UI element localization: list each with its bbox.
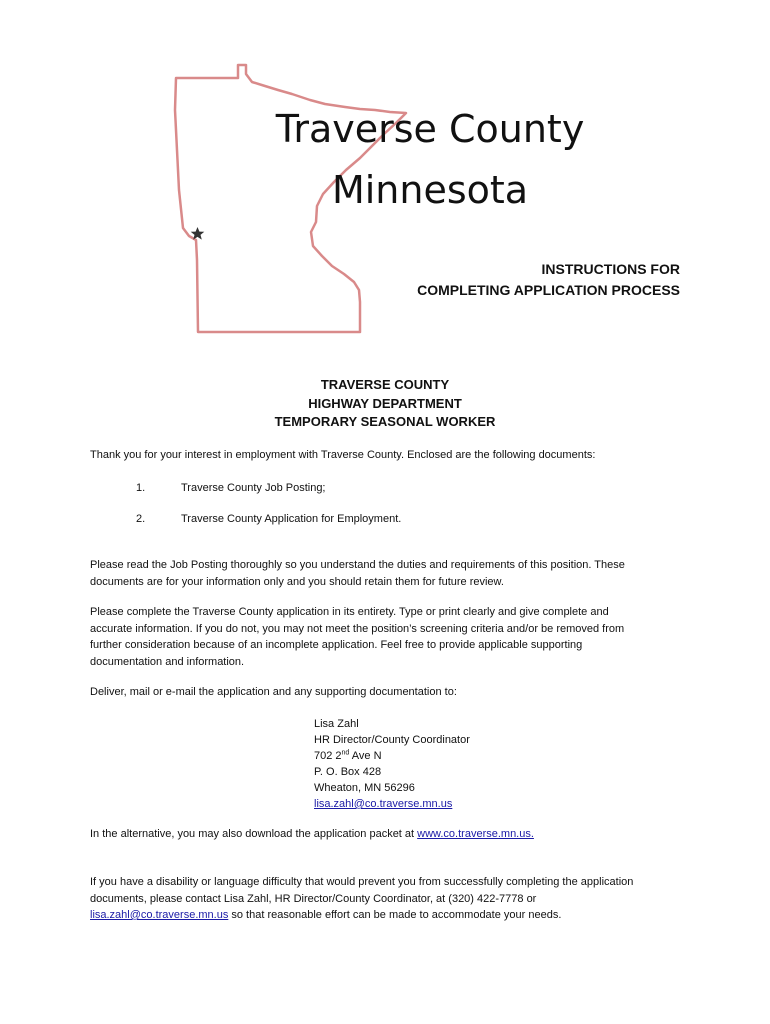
- page-title-line2: Minnesota: [331, 168, 529, 212]
- disability-line2: documents, please contact Lisa Zahl, HR Director/County Coordinator, at (320) 422-7778 or: [90, 892, 537, 905]
- heading-line2: HIGHWAY DEPARTMENT: [308, 395, 462, 411]
- deliver-text: Deliver, mail or e-mail the application and any supporting documentation to:: [90, 686, 457, 698]
- intro-text: Thank you for your interest in employment with Traverse County. Enclosed are the following documents:: [90, 449, 596, 461]
- paragraph2-line2: accurate information. If you do not, you may not meet the position’s screening criteria and/or be removed from: [90, 622, 625, 635]
- mailing-address: [314, 716, 470, 812]
- paragraph1-line2: documents are for your information only and you should retain them for future review.: [90, 575, 504, 588]
- paragraph1-line1: Please read the Job Posting thoroughly so you understand the duties and requirements of this position. These: [90, 559, 625, 571]
- website-link[interactable]: www.co.traverse.mn.us.: [417, 828, 534, 840]
- street-suffix: nd: [341, 749, 350, 757]
- disability-line3: [90, 907, 690, 924]
- street-name: Ave N: [349, 750, 382, 762]
- email-link[interactable]: lisa.zahl@co.traverse.mn.us: [314, 798, 453, 810]
- disability-paragraph: [90, 874, 690, 924]
- document-number-1: 1.: [136, 482, 146, 494]
- address-city: Wheaton, MN 56296: [314, 782, 415, 794]
- document-item-2: Traverse County Application for Employment.: [181, 513, 402, 525]
- street-number: 702 2: [314, 750, 342, 762]
- disability-line1: If you have a disability or language difficulty that would prevent you from successfully completing the application: [90, 876, 634, 888]
- alternative-text: [90, 826, 690, 843]
- heading-line1: TRAVERSE COUNTY: [320, 377, 450, 392]
- disability-email-link[interactable]: lisa.zahl@co.traverse.mn.us: [90, 909, 229, 921]
- instructions-heading: [417, 259, 680, 301]
- instructions-line2: COMPLETING APPLICATION PROCESS: [417, 282, 680, 298]
- address-title: HR Director/County Coordinator: [314, 734, 470, 746]
- address-name: Lisa Zahl: [314, 718, 359, 730]
- paragraph-complete-application: [90, 604, 690, 670]
- paragraph2-line1: Please complete the Traverse County application in its entirety. Type or print clearly and give complete and: [90, 606, 609, 618]
- section-heading: [0, 376, 770, 432]
- paragraph2-line4: documentation and information.: [90, 655, 245, 668]
- disability-line3-rest: so that reasonable effort can be made to accommodate your needs.: [228, 909, 562, 921]
- paragraph-read-posting: [90, 557, 690, 590]
- heading-line3: TEMPORARY SEASONAL WORKER: [274, 414, 496, 429]
- alternative-prefix: In the alternative, you may also download the application packet at: [90, 828, 418, 840]
- address-po-box: P. O. Box 428: [314, 766, 382, 778]
- document-item-1: Traverse County Job Posting;: [181, 482, 326, 494]
- instructions-line1: INSTRUCTIONS FOR: [541, 261, 680, 277]
- paragraph2-line3: further consideration because of an incomplete application. Feel free to provide applicable supporting: [90, 639, 583, 651]
- document-number-2: 2.: [136, 513, 146, 525]
- address-street: [314, 748, 470, 764]
- page-title-line1: Traverse County: [275, 107, 585, 151]
